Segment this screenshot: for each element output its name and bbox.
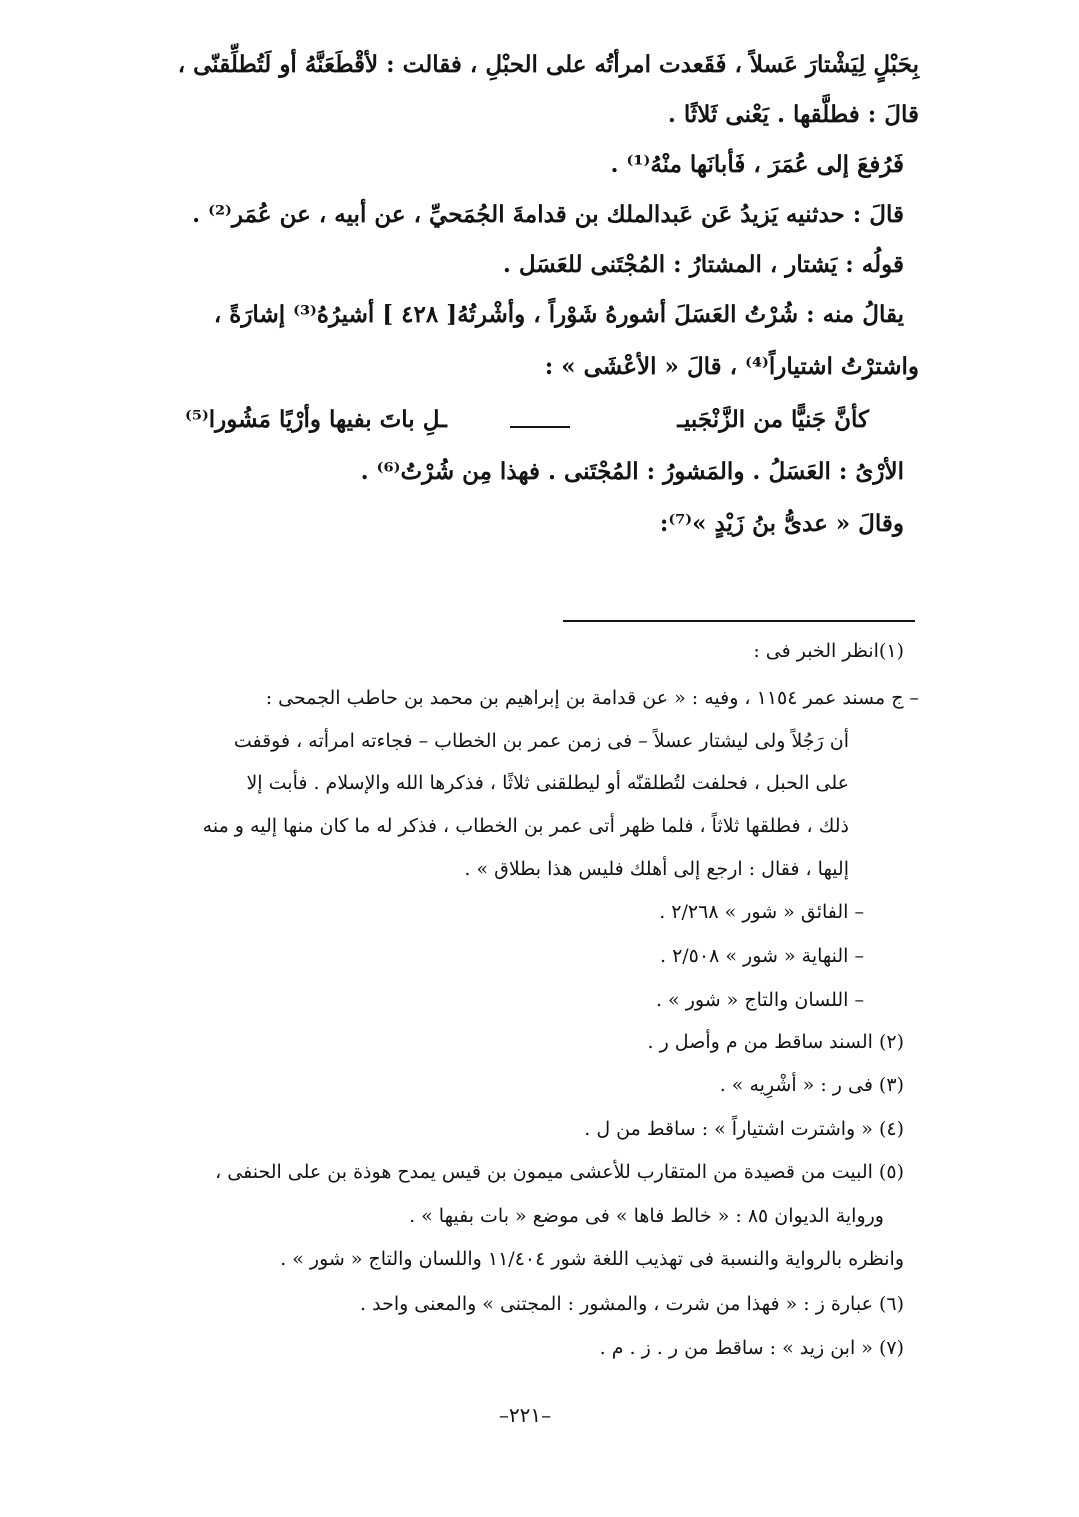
footnote-line-10: (٢) السند ساقط من م وأصل ر . [647,1031,904,1053]
after-verse-line-1: الأرْىُ : العَسَلُ . والمَشورُ : المُجْتَنى . فهذا مِن شُرْتُ⁽⁶⁾ . [360,458,904,485]
footnote-line-11: (٣) فى ر : « أشْرِيه » . [719,1074,904,1096]
footnote-line-1: (١)انظر الخبر فى : [753,640,904,662]
footnote-line-2: – ج مسند عمر ١١٥٤ ، وفيه : « عن قدامة بن إبراهيم بن محمد بن حاطب الجمحى : [265,687,919,709]
footnote-line-14: ورواية الديوان ٨٥ : « خالط فاها » فى موضع « بات بفيها » . [409,1205,884,1227]
footnote-line-8: – النهاية « شور » ٢/٥٠٨ . [659,945,864,967]
footnote-line-15: وانظره بالرواية والنسبة فى تهذيب اللغة شور ١١/٤٠٤ واللسان والتاج « شور » . [280,1248,904,1270]
footnote-line-3: أن رَجُلاً ولى ليشتار عسلاً – فى زمن عمر بن الخطاب – فجاءته امرأته ، فوقفت [233,730,849,752]
footnote-line-6: إليها ، فقال : ارجع إلى أهلك فليس هذا بطلاق » . [464,858,849,880]
footnote-line-9: – اللسان والتاج « شور » . [655,989,864,1011]
verse-first-hemistich: كأنَّ جَنيًّا من الزَّنْجَبيـ [677,406,869,433]
main-text-line-2: قالَ : فطلَّقها . يَعْنى ثَلاثًا . [667,101,919,128]
verse-connector-dash [510,426,570,428]
main-text-line-6: يقالُ منه : شُرْتُ العَسَلَ أشورهُ شَوْراً ، وأشْرتُهُ[ ٤٢٨ ] أشيرُهُ⁽³⁾ إشارَةً ، [213,301,904,328]
footnote-line-12: (٤) « واشترت اشتياراً » : ساقط من ل . [584,1118,904,1140]
main-text-line-1: بِحَبْلٍ لِيَشْتارَ عَسلاً ، فَقَعدت امرأتُه على الحبْلِ ، فقالت : لأقْطَعَنَّهُ أو لَتُطلِّقنّى ، [177,51,919,78]
after-verse-line-2: وقالَ « عدىُّ بنُ زَيْدٍ »⁽⁷⁾: [659,510,904,537]
main-text-line-3: فَرُفعَ إلى عُمَرَ ، فَأبانَها منْهُ⁽¹⁾ . [610,151,904,178]
footnote-line-4: على الحبل ، فحلفت لتُطلقنّه أو ليطلقنى ثلاثًا ، فذكرها الله والإسلام . فأبت إلا [246,772,849,794]
footnote-line-5: ذلك ، فطلقها ثلاثاً ، فلما ظهر أتى عمر بن الخطاب ، فذكر له ما كان منها إليه و منه [202,815,849,837]
main-text-line-5: قولُه : يَشتار ، المشتارُ : المُجْتَنى للعَسَل . [502,251,904,278]
footnote-line-17: (٧) « ابن زيد » : ساقط من ر . ز . م . [599,1337,904,1359]
footnote-separator [563,620,915,622]
main-text-line-7: واشترْتُ اشتياراً⁽⁴⁾ ، قالَ « الأعْشَى » : [544,353,919,380]
footnote-line-7: – الفائق « شور » ٢/٢٦٨ . [659,901,864,923]
page-number: –٢٢١– [498,1403,552,1427]
main-text-line-4: قالَ : حدثنيه يَزيدُ عَن عَبدالملك بن قدامةَ الجُمَحيِّ ، عن أبيه ، عن عُمَر⁽²⁾ . [192,201,904,228]
footnote-line-16: (٦) عبارة ز : « فهذا من شرت ، والمشور : المجتنى » والمعنى واحد . [360,1293,904,1315]
verse-second-hemistich: ـلِ باتَ بفيها وأرْيًا مَشُورا⁽⁵⁾ [185,406,447,433]
footnote-line-13: (٥) البيت من قصيدة من المتقارب للأعشى ميمون بن قيس يمدح هوذة بن على الحنفى ، [215,1161,904,1183]
